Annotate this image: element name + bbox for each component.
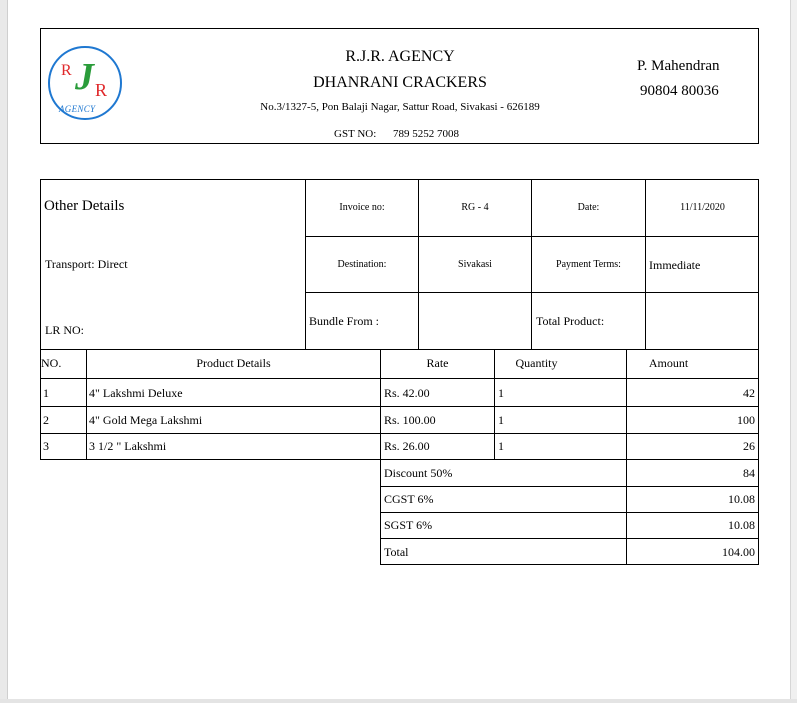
invoice-label: Invoice no: [339, 202, 385, 213]
col-header-no: NO. [41, 356, 62, 370]
company-name: R.J.R. AGENCY [345, 48, 455, 65]
agency-logo [48, 46, 122, 120]
viewer-bottom-edge [0, 699, 797, 703]
destination-label: Destination: [337, 259, 387, 270]
contact-name: P. Mahendran [637, 58, 720, 74]
viewer-right-edge [790, 0, 797, 703]
gst-label: GST NO: [334, 128, 377, 140]
total-product-label: Total Product: [536, 314, 605, 328]
row-rate: Rs. 100.00 [384, 413, 436, 427]
summary-label: Discount 50% [384, 466, 453, 480]
row-rate: Rs. 42.00 [384, 386, 430, 400]
viewer-left-edge [0, 0, 8, 703]
summary-label: Total [384, 545, 409, 559]
transport-text: Transport: Direct [45, 257, 128, 271]
summary-label: CGST 6% [384, 492, 434, 506]
bundle-from-label: Bundle From : [309, 314, 380, 328]
logo-letter-j: J [75, 56, 94, 98]
date-value: 11/11/2020 [680, 202, 725, 213]
row-product: 4" Gold Mega Lakshmi [89, 413, 203, 427]
invoice-value: RG - 4 [461, 202, 489, 213]
col-header-amount: Amount [648, 356, 689, 370]
row-amount: 100 [737, 413, 755, 427]
row-no: 1 [43, 386, 49, 400]
summary-label: SGST 6% [384, 518, 433, 532]
row-product: 4" Lakshmi Deluxe [89, 386, 183, 400]
col-header-quantity: Quantity [515, 356, 558, 370]
summary-value: 104.00 [722, 545, 755, 559]
gst-value: 789 5252 7008 [393, 128, 459, 140]
payment-terms-value: Immediate [649, 258, 701, 272]
summary-value: 10.08 [728, 518, 755, 532]
company-address: No.3/1327-5, Pon Balaji Nagar, Sattur Road, Sivakasi - 626189 [260, 101, 540, 113]
lr-no-label: LR NO: [45, 323, 84, 337]
contact-phone: 90804 80036 [640, 83, 719, 99]
payment-terms-label: Payment Terms: [556, 259, 621, 270]
logo-caption: AGENCY [59, 104, 96, 114]
row-qty: 1 [498, 439, 504, 453]
row-amount: 42 [743, 386, 755, 400]
summary-value: 10.08 [728, 492, 755, 506]
logo-letter-r1: R [61, 62, 72, 79]
row-rate: Rs. 26.00 [384, 439, 430, 453]
row-no: 2 [43, 413, 49, 427]
col-header-product: Product Details [196, 356, 271, 370]
row-qty: 1 [498, 413, 504, 427]
col-header-rate: Rate [426, 356, 449, 370]
summary-value: 84 [743, 466, 755, 480]
destination-value: Sivakasi [458, 259, 492, 270]
trade-name: DHANRANI CRACKERS [313, 74, 487, 91]
logo-letter-r2: R [95, 80, 108, 100]
row-product: 3 1/2 " Lakshmi [89, 439, 167, 453]
row-qty: 1 [498, 386, 504, 400]
other-details-title: Other Details [44, 198, 125, 214]
row-amount: 26 [743, 439, 755, 453]
date-label: Date: [577, 202, 600, 213]
row-no: 3 [43, 439, 49, 453]
